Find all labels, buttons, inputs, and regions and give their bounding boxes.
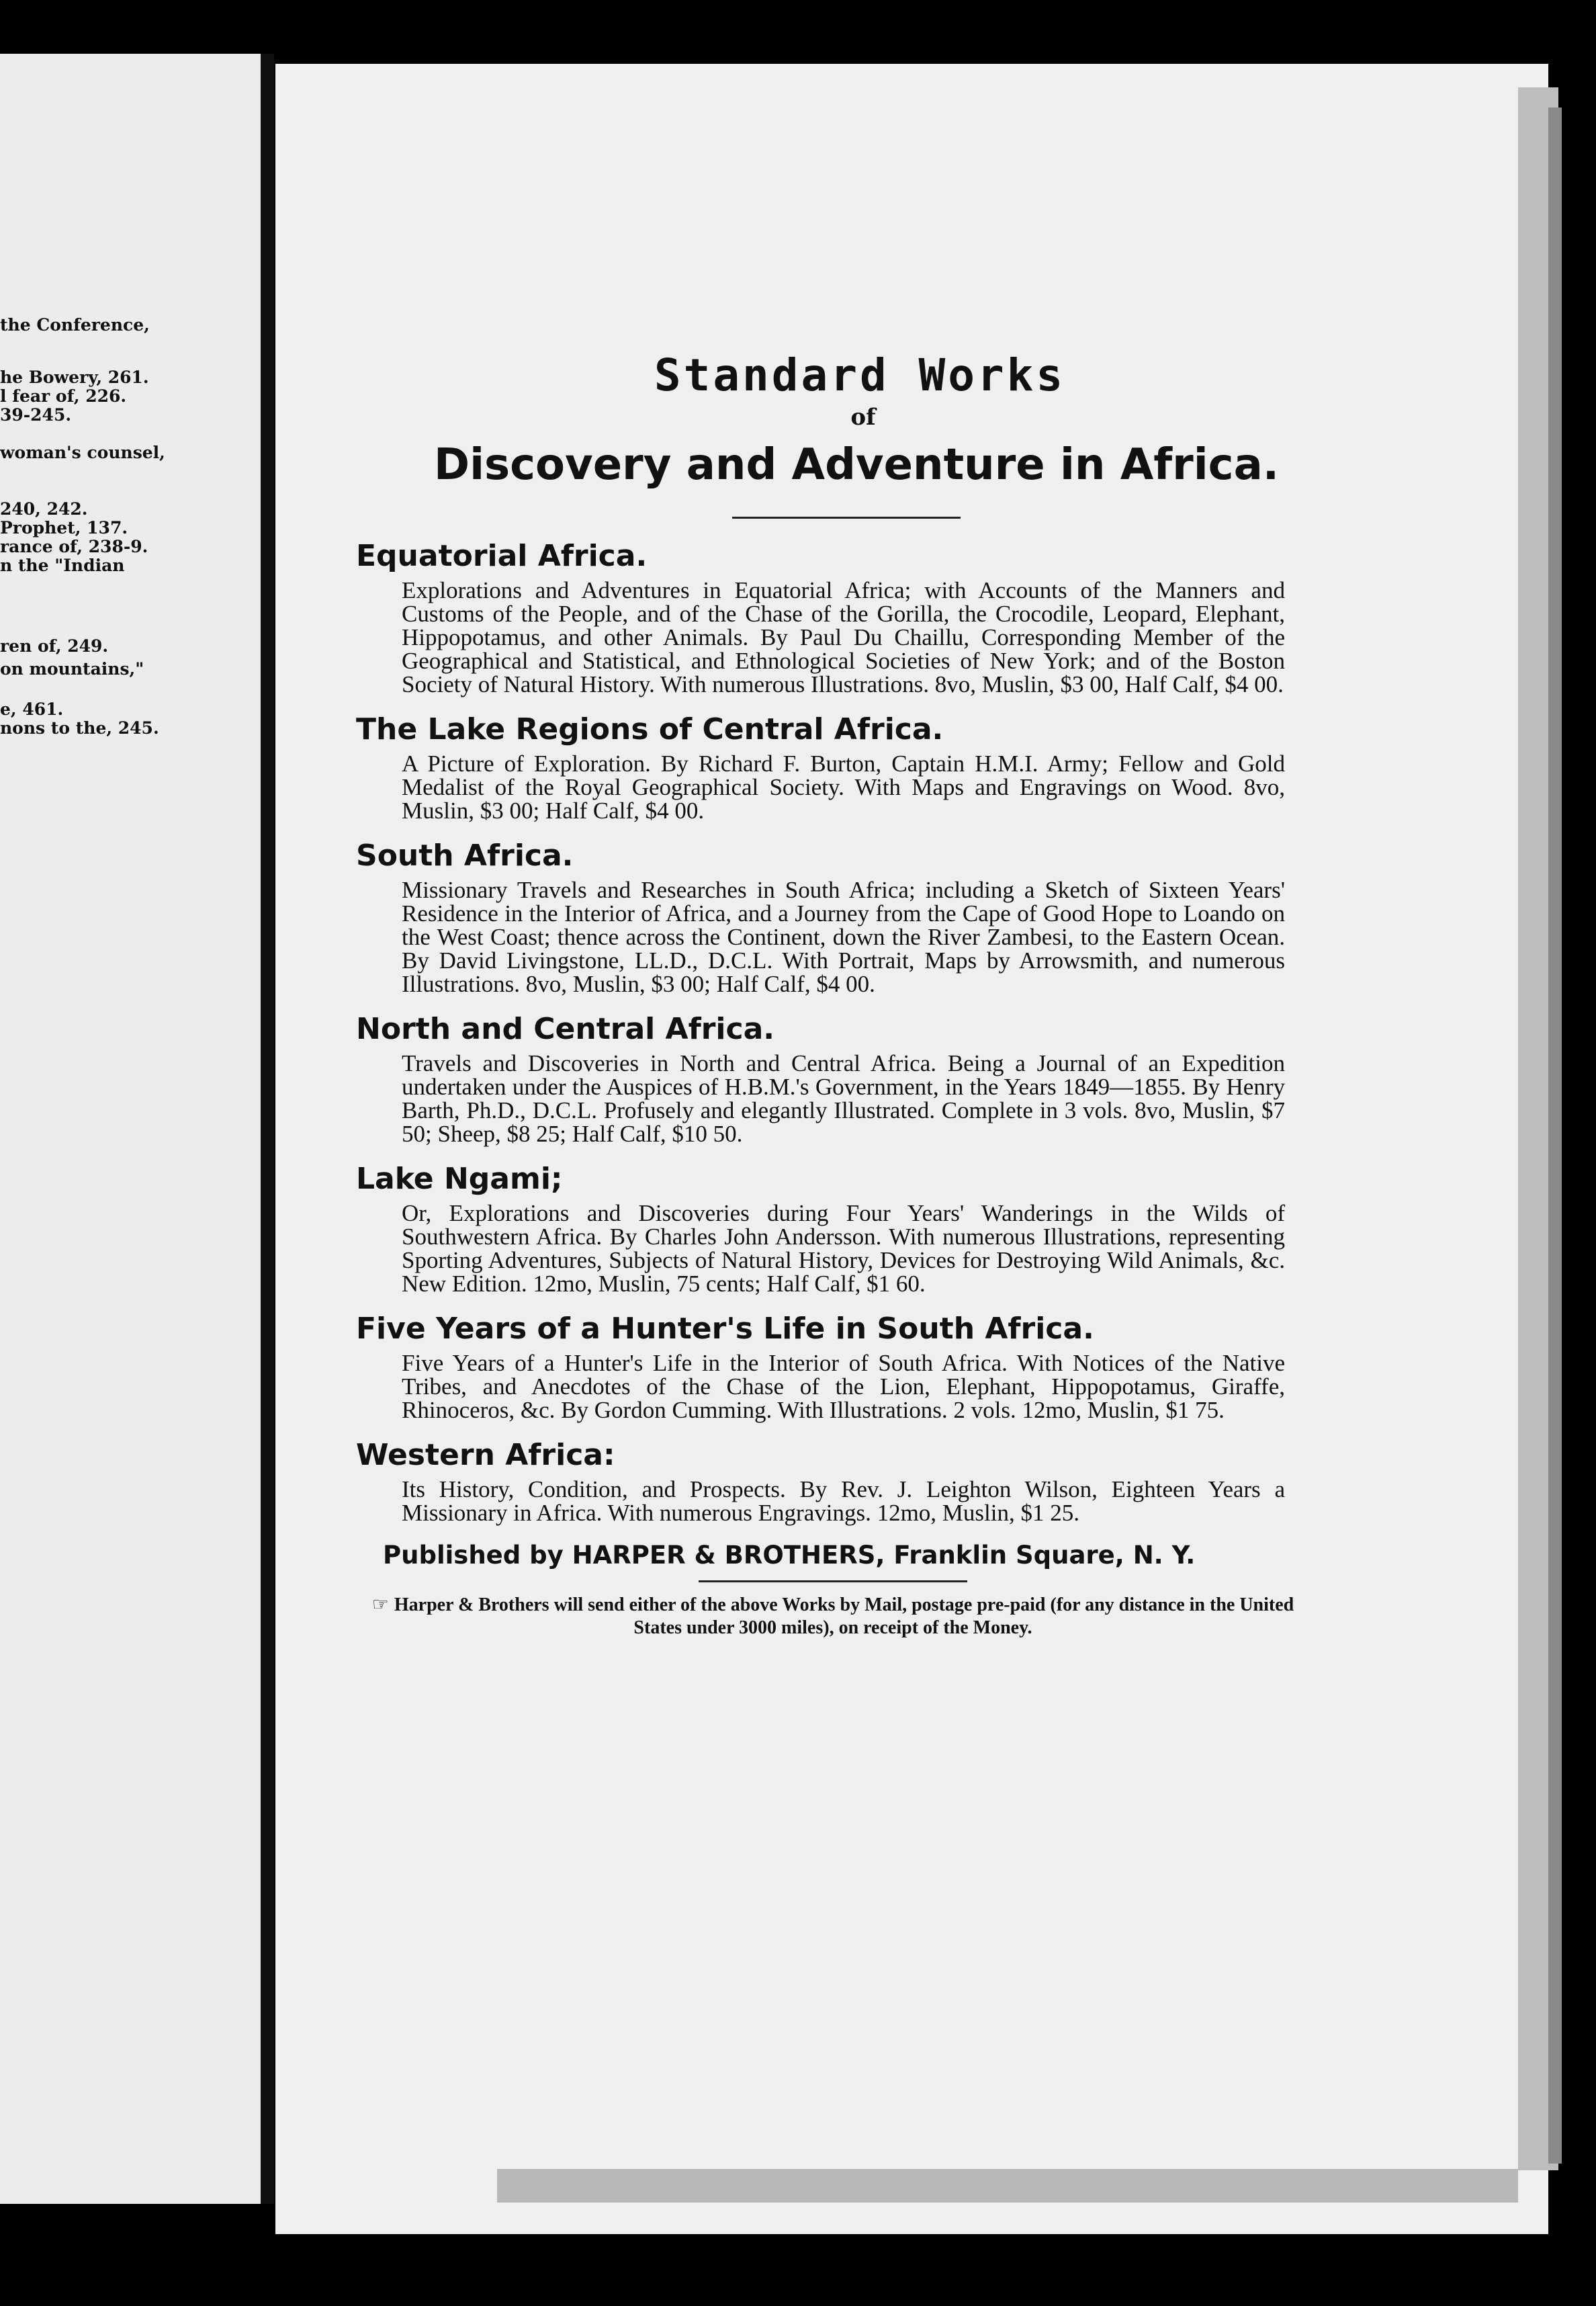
book-heading: Five Years of a Hunter's Life in South Africa. bbox=[356, 1312, 1094, 1346]
book-heading: Lake Ngami; bbox=[356, 1162, 563, 1196]
footer-rule bbox=[699, 1580, 967, 1582]
index-fragment: n the "Indian bbox=[0, 556, 125, 575]
title-connector: of bbox=[850, 404, 876, 431]
index-fragment: 240, 242. bbox=[0, 499, 88, 519]
book-description: Explorations and Adventures in Equatorial Africa; with Accounts of the Manners and Customs of the People, and of the Chase of the Gorilla, the Crocodile, Leopard, Elephant, Hippopotamus, and other Animals. By Paul Du Chaillu, Corresponding Member of the Geographical and Statistical, and Ethnological Societies of New York; and of the Boston Society of Natural History. With numerous Illustrations. 8vo, Muslin, $3 00, Half Calf, $4 00. bbox=[402, 577, 1285, 697]
index-fragment: 39-245. bbox=[0, 405, 72, 425]
book-description: Its History, Condition, and Prospects. By Rev. J. Leighton Wilson, Eighteen Years a Missionary in Africa. With numerous Engravings. 12mo, Muslin, $1 25. bbox=[402, 1476, 1285, 1526]
publisher-line: Published by HARPER & BROTHERS, Franklin Square, N. Y. bbox=[383, 1541, 1196, 1570]
book-entry bbox=[356, 839, 1310, 996]
book-description: Or, Explorations and Discoveries during Four Years' Wanderings in the Wilds of Southwestern Africa. By Charles John Andersson. With numerous Illustrations, representing Sporting Adventures, Subjects of Natural History, Devices for Destroying Wild Animals, &c. New Edition. 12mo, Muslin, 75 cents; Half Calf, $1 60. bbox=[402, 1200, 1285, 1297]
book-entry bbox=[356, 1162, 1310, 1295]
book-heading: South Africa. bbox=[356, 839, 574, 873]
pointing-hand-icon: ☞ bbox=[371, 1593, 389, 1615]
book-description: Five Years of a Hunter's Life in the Interior of South Africa. With Notices of the Native Tribes, and Anecdotes of the Chase of the Lion, Elephant, Hippopotamus, Giraffe, Rhinoceros, &c. By Gordon Cumming. With Illustrations. 2 vols. 12mo, Muslin, $1 75. bbox=[402, 1350, 1285, 1423]
page-title: Standard Works bbox=[654, 349, 1066, 401]
index-fragment: on mountains," bbox=[0, 659, 144, 679]
advertisement-content bbox=[356, 349, 1310, 1639]
index-fragment: l fear of, 226. bbox=[0, 386, 127, 406]
index-fragment: Prophet, 137. bbox=[0, 518, 128, 538]
mail-notice bbox=[363, 1593, 1303, 1639]
page-edge-dark bbox=[1548, 108, 1562, 2164]
index-fragment: he Bowery, 261. bbox=[0, 368, 149, 387]
book-heading: Western Africa: bbox=[356, 1438, 615, 1472]
mail-notice-text: Harper & Brothers will send either of the above Works by Mail, postage pre-paid (for any distance in the United States under 3000 miles), on receipt of the Money. bbox=[394, 1594, 1294, 1638]
book-description: A Picture of Exploration. By Richard F. Burton, Captain H.M.I. Army; Fellow and Gold Medalist of the Royal Geographical Society. With Maps and Engravings on Wood. 8vo, Muslin, $3 00; Half Calf, $4 00. bbox=[402, 751, 1285, 824]
page-subtitle: Discovery and Adventure in Africa. bbox=[433, 440, 1280, 490]
book-entry bbox=[356, 539, 1310, 696]
index-fragment: ren of, 249. bbox=[0, 636, 109, 656]
book-heading: The Lake Regions of Central Africa. bbox=[356, 712, 944, 746]
book-heading: North and Central Africa. bbox=[356, 1012, 775, 1046]
index-fragment: nons to the, 245. bbox=[0, 718, 159, 738]
book-gutter bbox=[261, 54, 274, 2204]
book-entry bbox=[356, 712, 1310, 822]
page-bottom-shadow bbox=[497, 2169, 1518, 2203]
index-fragment: e, 461. bbox=[0, 699, 64, 719]
book-description: Travels and Discoveries in North and Central Africa. Being a Journal of an Expedition undertaken under the Auspices of H.B.M.'s Government, in the Years 1849—1855. By Henry Barth, Ph.D., D.C.L. Profusely and elegantly Illustrated. Complete in 3 vols. 8vo, Muslin, $7 50; Sheep, $8 25; Half Calf, $10 50. bbox=[402, 1050, 1285, 1147]
index-fragment: the Conference, bbox=[0, 315, 150, 335]
index-fragment: woman's counsel, bbox=[0, 443, 165, 462]
book-entry bbox=[356, 1012, 1310, 1146]
book-description: Missionary Travels and Researches in South Africa; including a Sketch of Sixteen Years' Residence in the Interior of Africa, and a Journey from the Cape of Good Hope to Loando on the West Coast; thence across the Continent, down the River Zambesi, to the Eastern Ocean. By David Livingstone, LL.D., D.C.L. With Portrait, Maps by Arrowsmith, and numerous Illustrations. 8vo, Muslin, $3 00; Half Calf, $4 00. bbox=[402, 877, 1285, 997]
book-heading: Equatorial Africa. bbox=[356, 539, 648, 573]
title-rule bbox=[732, 517, 961, 519]
book-entry bbox=[356, 1438, 1310, 1525]
book-entry bbox=[356, 1312, 1310, 1422]
index-fragment: rance of, 238-9. bbox=[0, 537, 148, 556]
